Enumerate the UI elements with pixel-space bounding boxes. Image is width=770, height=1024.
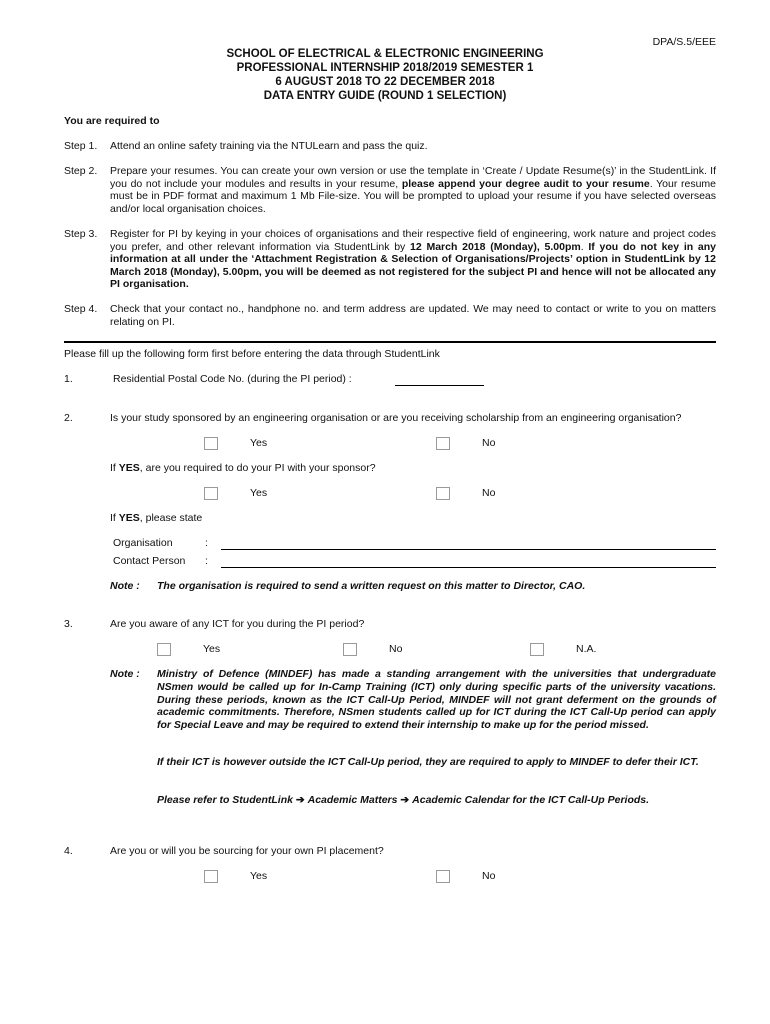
contact-person-label: Contact Person xyxy=(113,555,186,567)
q2-yes-label: Yes xyxy=(250,437,268,449)
step-3-text xyxy=(110,228,716,291)
step-1-text: Attend an online safety training via the NTULearn and pass the quiz. xyxy=(110,140,428,152)
postal-code-field[interactable] xyxy=(395,385,484,386)
q2-no-label: No xyxy=(482,437,496,449)
q2-please-state xyxy=(110,512,202,524)
step-3-text-a: Register for PI by keying in your choices of organisations and their respective field of engineering, work nature and project codes you prefer, and other relevant information via StudentLink by xyxy=(110,228,716,253)
q3-number: 3. xyxy=(64,618,73,630)
q2-sub-no-label: No xyxy=(482,487,496,499)
q2-text: Is your study sponsored by an engineering organisation or are you receiving scholarship from an engineering organisation? xyxy=(110,412,682,424)
title-programme: PROFESSIONAL INTERNSHIP 2018/2019 SEMESTER 1 xyxy=(236,62,534,74)
step-2-text-a: Prepare your resumes. You can create your own version or use the template in ‘Create / Update Resume(s)’ in the StudentLink. If you do not include your modules and results in your resume, xyxy=(110,165,716,190)
document-reference-code: DPA/S.5/EEE xyxy=(652,36,716,48)
q4-text: Are you or will you be sourcing for your own PI placement? xyxy=(110,845,384,857)
q3-note-defer: If their ICT is however outside the ICT Call-Up period, they are required to apply to MINDEF to defer their ICT. xyxy=(157,756,699,768)
title-school: SCHOOL OF ELECTRICAL & ELECTRONIC ENGINEERING xyxy=(226,48,544,60)
step-3-deadline: 12 March 2018 (Monday), 5.00pm xyxy=(410,240,581,253)
q3-note-refer xyxy=(157,794,716,807)
q3-no-label: No xyxy=(389,643,403,655)
step-3-label: Step 3. xyxy=(64,228,98,240)
step-3-text-b: . xyxy=(580,240,589,253)
step-2-label: Step 2. xyxy=(64,165,98,177)
q2-sub-yes-label: Yes xyxy=(250,487,268,499)
q3-yes-label: Yes xyxy=(203,643,221,655)
refer-text: Please refer to StudentLink xyxy=(157,794,293,806)
title-dates: 6 AUGUST 2018 TO 22 DECEMBER 2018 xyxy=(275,76,495,88)
q3-no-checkbox[interactable] xyxy=(343,643,357,656)
q3-na-label: N.A. xyxy=(576,643,597,655)
sub-question-text: , are you required to do your PI with your sponsor? xyxy=(139,462,376,474)
step-3-warning: If you do not key in any information at all under the ‘Attachment Registration & Selection of Organisations/Projects’ option in StudentLink by 12 March 2018 (Monday), 5.00pm, you will be deemed as not registered for the subject PI and hence will not be allocated any PI organisation. xyxy=(110,240,716,291)
step-4-label: Step 4. xyxy=(64,303,98,315)
q3-note-label: Note : xyxy=(110,668,140,680)
q2-no-checkbox[interactable] xyxy=(436,437,450,450)
organisation-label: Organisation xyxy=(113,537,173,549)
form-intro: Please fill up the following form first before entering the data through StudentLink xyxy=(64,348,440,360)
step-1-label: Step 1. xyxy=(64,140,98,152)
q3-note-mindef: Ministry of Defence (MINDEF) has made a standing arrangement with the universities that undergraduate NSmen would be called up for In-Camp Training (ICT) only during specific parts of the university vacations. During these periods, known as the ICT Call-Up Period, MINDEF will not grant deferment on the grounds of academic commitments. Therefore, NSmen students called up for ICT during the ICT Call-Up period can apply for Special Leave and may be required to extend their internship to make up for the period missed. xyxy=(157,668,716,732)
q3-yes-checkbox[interactable] xyxy=(157,643,171,656)
step-2-text-bold: please append your degree audit to your resume xyxy=(401,177,650,190)
contact-person-field[interactable] xyxy=(221,567,716,568)
q4-yes-label: Yes xyxy=(250,870,268,882)
organisation-field[interactable] xyxy=(221,549,716,550)
q1-text: Residential Postal Code No. (during the PI period) : xyxy=(113,373,352,385)
q2-note-text: The organisation is required to send a written request on this matter to Director, CAO. xyxy=(157,580,586,592)
q4-no-label: No xyxy=(482,870,496,882)
arrow-right-icon: ➔ xyxy=(295,794,305,806)
q1-number: 1. xyxy=(64,373,73,385)
q3-text: Are you aware of any ICT for you during the PI period? xyxy=(110,618,365,630)
academic-calendar-text: Academic Calendar for the ICT Call-Up Periods. xyxy=(412,794,650,806)
step-4-text: Check that your contact no., handphone no. and term address are updated. We may need to contact or write to you on matters relating on PI. xyxy=(110,303,716,328)
q2-number: 2. xyxy=(64,412,73,424)
academic-matters-text: Academic Matters xyxy=(307,794,398,806)
contact-person-colon: : xyxy=(205,555,208,567)
yes-word: YES xyxy=(118,462,140,474)
yes-word: YES xyxy=(118,512,140,524)
step-2-text-b: . Your resume must be in PDF format and maximum 1 Mb File-size. You will be prompted to upload your resume if you have selected overseas and/or local organisation choices. xyxy=(110,177,717,215)
q4-yes-checkbox[interactable] xyxy=(204,870,218,883)
organisation-colon: : xyxy=(205,537,208,549)
if-text: If xyxy=(110,462,119,474)
step-2-text xyxy=(110,165,716,215)
please-state-text: , please state xyxy=(139,512,203,524)
if-text: If xyxy=(110,512,119,524)
q4-no-checkbox[interactable] xyxy=(436,870,450,883)
q2-sub-no-checkbox[interactable] xyxy=(436,487,450,500)
q2-sub-yes-checkbox[interactable] xyxy=(204,487,218,500)
q2-note-label: Note : xyxy=(110,580,140,592)
q4-number: 4. xyxy=(64,845,73,857)
intro-text: You are required to xyxy=(64,115,160,127)
title-guide: DATA ENTRY GUIDE (ROUND 1 SELECTION) xyxy=(263,90,507,102)
section-divider xyxy=(64,341,716,343)
q2-sub-question xyxy=(110,462,376,474)
q2-yes-checkbox[interactable] xyxy=(204,437,218,450)
arrow-right-icon: ➔ xyxy=(400,794,410,806)
q3-na-checkbox[interactable] xyxy=(530,643,544,656)
